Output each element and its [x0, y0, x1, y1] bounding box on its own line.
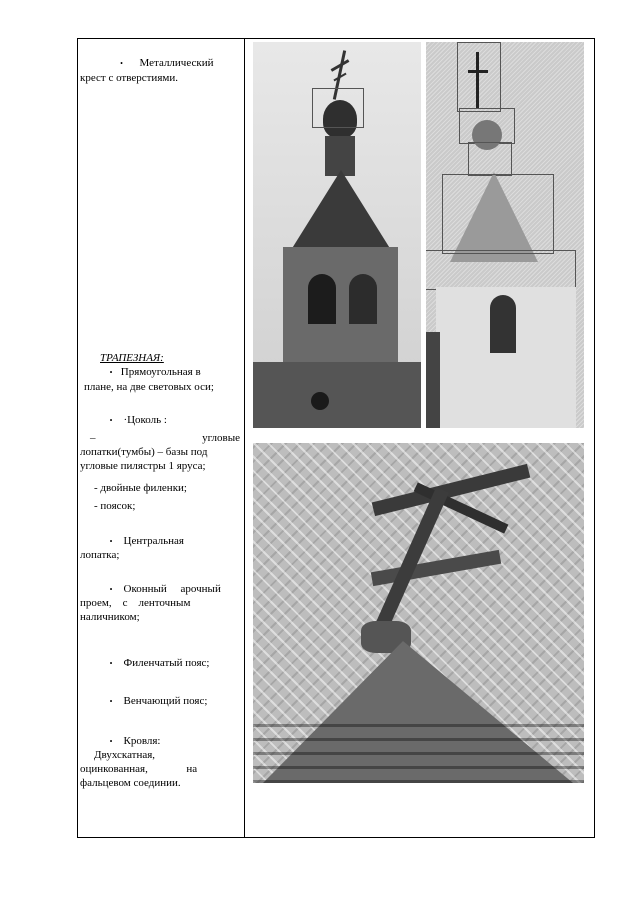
section-title: ТРАПЕЗНАЯ:	[100, 352, 164, 364]
plinth-line2: лопатки(тумбы) – базы под	[80, 446, 208, 458]
window-item: • Оконный арочный	[80, 582, 264, 597]
metal-cross-photo	[253, 443, 584, 783]
roof-l1: Двухскатная,	[94, 749, 156, 761]
center-item: • Центральная	[80, 534, 264, 549]
plan-item: • Прямоугольная в плане, на две световых оси;	[84, 366, 214, 393]
crown-belt-item: • Венчающий пояс;	[80, 694, 264, 709]
cross-item-text-l1: Металлический	[139, 57, 214, 69]
bell-tower-diagram-photo	[426, 42, 584, 428]
bullet-icon: •	[109, 697, 113, 706]
panel-belt-item: • Филенчатый пояс;	[80, 656, 264, 671]
plinth-sub2: - поясок;	[94, 500, 136, 512]
roof-l2: оцинкованная, на	[80, 763, 198, 775]
bell-tower-photo	[253, 42, 421, 428]
plinth-sub1: - двойные филенки;	[94, 482, 187, 494]
bullet-icon: •	[120, 59, 123, 68]
bullet-icon: •	[109, 585, 113, 594]
window-item-l2: проем, с ленточным	[80, 597, 191, 609]
plinth-line1: – угловые	[90, 432, 240, 444]
cross-item	[80, 56, 240, 85]
plinth-item: • ·Цоколь :	[80, 413, 264, 428]
center-item-l2: лопатка;	[80, 549, 120, 561]
plinth-line3: угловые пилястры 1 яруса;	[80, 460, 206, 472]
bullet-icon: •	[109, 537, 113, 546]
roof-item: • Кровля:	[80, 734, 264, 749]
bullet-icon: •	[109, 737, 113, 746]
column-divider	[244, 38, 245, 838]
bullet-icon: •	[109, 368, 113, 377]
window-item-l3: наличником;	[80, 611, 140, 623]
roof-l3: фальцевом соединии.	[80, 777, 181, 789]
bullet-icon: •	[109, 659, 113, 668]
cross-item-text-l2: крест с отверстиями.	[80, 72, 178, 84]
bullet-icon: •	[109, 416, 113, 425]
